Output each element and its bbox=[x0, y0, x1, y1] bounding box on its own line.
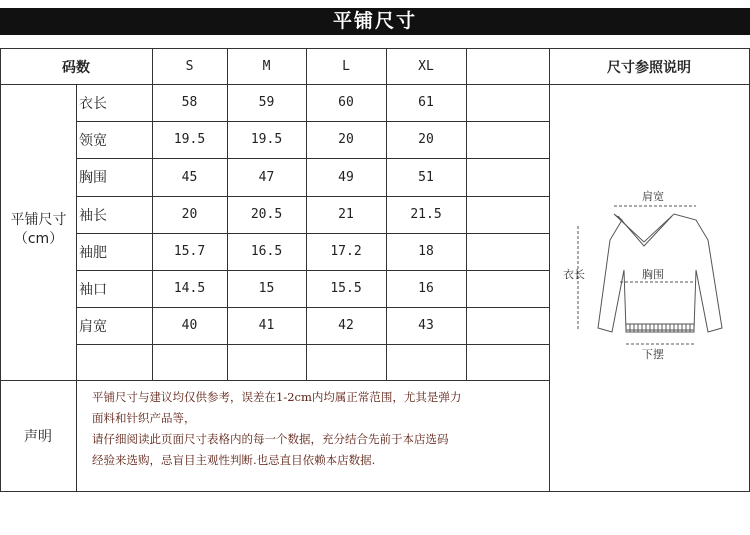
size-col-empty bbox=[466, 48, 549, 85]
table-cell: 16.5 bbox=[250, 244, 283, 259]
table-cell bbox=[466, 233, 549, 270]
table-cell: 61 bbox=[418, 95, 434, 110]
table-cell bbox=[466, 121, 549, 158]
table-cell bbox=[466, 196, 549, 233]
table-cell: 42 bbox=[338, 318, 354, 333]
table-cell: 59 bbox=[258, 95, 275, 110]
table-cell: 20.5 bbox=[250, 207, 283, 222]
table-cell: 47 bbox=[258, 169, 275, 185]
size-header-label: 码数 bbox=[62, 59, 90, 76]
sweater-diagram bbox=[556, 180, 746, 374]
table-cell: 19.5 bbox=[173, 132, 206, 147]
table-cell: 15 bbox=[258, 281, 275, 296]
table-cell bbox=[466, 344, 549, 380]
table-cell bbox=[152, 344, 227, 380]
table-cell: 21.5 bbox=[410, 207, 442, 222]
statement-text: 平铺尺寸与建议均仅供参考，误差在1-2cm内均属正常范围，尤其是弹力 面料和针织产品等， 请仔细阅读此页面尺寸表格内的每一个数据，充分结合先前于本店选码 经验来选购，忌盲目主观性判断.也忌直目依赖本店数据. bbox=[92, 390, 462, 467]
size-col-xl: XL bbox=[418, 59, 434, 74]
table-cell bbox=[306, 344, 386, 380]
table-cell: 20 bbox=[338, 132, 354, 147]
table-cell: 17.2 bbox=[330, 244, 362, 259]
table-cell bbox=[466, 84, 549, 121]
table-cell bbox=[386, 344, 466, 380]
row-label bbox=[77, 344, 152, 380]
shoulder-width-label: 肩宽 bbox=[642, 190, 664, 203]
row-label: 袖肥 bbox=[79, 244, 107, 261]
table-cell: 49 bbox=[338, 169, 354, 185]
table-cell bbox=[227, 344, 306, 380]
row-label: 领宽 bbox=[79, 132, 107, 149]
length-label: 衣长 bbox=[563, 268, 585, 281]
table-cell: 58 bbox=[181, 95, 198, 110]
table-cell: 15.7 bbox=[173, 244, 206, 259]
row-label: 肩宽 bbox=[79, 318, 107, 335]
table-cell: 43 bbox=[418, 318, 434, 333]
table-cell: 20 bbox=[418, 132, 434, 147]
table-cell: 15.5 bbox=[330, 281, 362, 296]
table-cell: 45 bbox=[181, 169, 198, 185]
table-cell: 19.5 bbox=[250, 132, 283, 147]
row-label: 胸围 bbox=[79, 170, 107, 186]
table-cell: 20 bbox=[181, 207, 198, 222]
table-cell bbox=[466, 270, 549, 307]
side-label: 平铺尺寸 （cm） bbox=[10, 212, 67, 247]
table-cell: 41 bbox=[258, 318, 275, 333]
row-label: 袖长 bbox=[79, 207, 107, 224]
statement-label: 声明 bbox=[24, 428, 52, 445]
page-title: 平铺尺寸 bbox=[0, 8, 750, 35]
hem-label: 下摆 bbox=[642, 348, 664, 361]
table-cell: 16 bbox=[418, 281, 434, 296]
table-cell: 14.5 bbox=[173, 281, 206, 296]
reference-header: 尺寸参照说明 bbox=[607, 59, 691, 76]
chest-label: 胸围 bbox=[642, 268, 664, 281]
table-cell: 18 bbox=[418, 244, 434, 259]
table-cell bbox=[466, 307, 549, 344]
size-col-s: S bbox=[185, 59, 194, 74]
size-col-l: L bbox=[342, 59, 350, 74]
row-label: 衣长 bbox=[79, 95, 107, 112]
size-col-m: M bbox=[262, 59, 271, 74]
table-cell: 60 bbox=[338, 95, 354, 110]
table-cell bbox=[466, 158, 549, 196]
table-cell: 51 bbox=[418, 169, 434, 185]
table-cell: 21 bbox=[338, 207, 354, 222]
row-label: 袖口 bbox=[79, 281, 107, 298]
table-cell: 40 bbox=[181, 318, 198, 333]
